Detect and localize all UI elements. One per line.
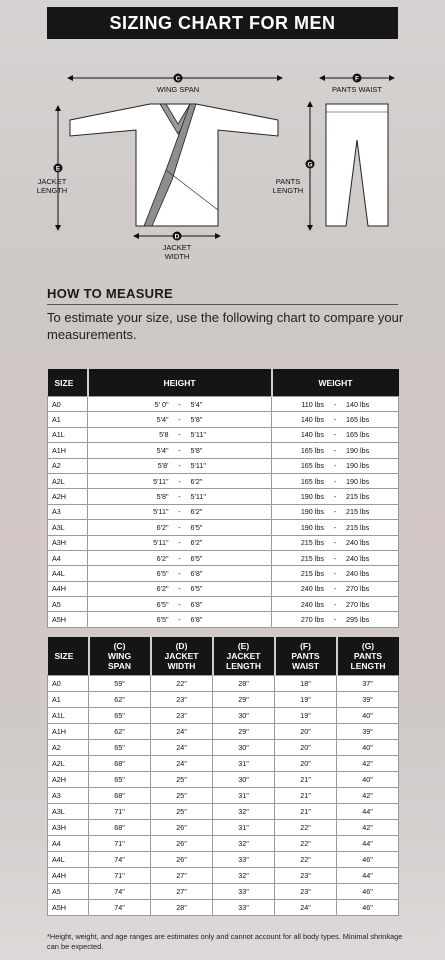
table-row <box>48 535 399 550</box>
svg-text:E: E <box>55 165 61 173</box>
pants-length-cell: 39" <box>337 692 399 708</box>
table-row <box>48 724 399 740</box>
jacket-width-cell: 24" <box>151 740 213 756</box>
height-range-cell: 6'2" - 6'5" <box>88 581 272 596</box>
jacket-width-cell: 24" <box>151 756 213 772</box>
jacket-width-cell: 27" <box>151 884 213 900</box>
table-row <box>48 597 399 612</box>
jacket-length-cell: 30" <box>213 772 275 788</box>
jacket-length-cell: 33" <box>213 884 275 900</box>
jacket-length-label: JACKET LENGTH <box>36 177 68 195</box>
size-cell: A2 <box>48 740 89 756</box>
weight-range-cell: 190 lbs - 215 lbs <box>272 504 399 519</box>
height-range-cell: 5' 0" - 5'4" <box>88 397 272 412</box>
pants-waist-cell: 24" <box>275 900 337 916</box>
size-cell: A1L <box>48 427 88 442</box>
wing-span-cell: 68" <box>89 788 151 804</box>
jacket-width-cell: 24" <box>151 724 213 740</box>
wing-span-cell: 62" <box>89 692 151 708</box>
wing-span-cell: 71" <box>89 836 151 852</box>
marker-g <box>306 160 315 169</box>
size-cell: A1H <box>48 443 88 458</box>
jacket-length-cell: 33" <box>213 900 275 916</box>
size-cell: A2H <box>48 772 89 788</box>
marker-c <box>174 74 183 83</box>
table-row <box>48 692 399 708</box>
weight-range-cell: 140 lbs - 165 lbs <box>272 427 399 442</box>
wing-span-cell: 65" <box>89 772 151 788</box>
marker-d <box>173 232 182 241</box>
table-row <box>48 740 399 756</box>
pants-waist-cell: 22" <box>275 852 337 868</box>
wing-span-cell: 68" <box>89 820 151 836</box>
wing-span-cell: 68" <box>89 756 151 772</box>
pants-length-cell: 42" <box>337 820 399 836</box>
pants-length-cell: 40" <box>337 708 399 724</box>
jacket-width-cell: 22" <box>151 676 213 692</box>
pants-waist-cell: 22" <box>275 836 337 852</box>
pants-length-cell: 46" <box>337 900 399 916</box>
size-cell: A4H <box>48 868 89 884</box>
size-cell: A3 <box>48 788 89 804</box>
size-cell: A4 <box>48 550 88 565</box>
how-to-measure-heading: HOW TO MEASURE <box>47 286 174 301</box>
pants-waist-cell: 22" <box>275 820 337 836</box>
jacket-length-cell: 31" <box>213 756 275 772</box>
pants-length-cell: 46" <box>337 884 399 900</box>
wing-span-cell: 74" <box>89 900 151 916</box>
size-cell: A2L <box>48 473 88 488</box>
jacket-width-cell: 26" <box>151 836 213 852</box>
size-cell: A1L <box>48 708 89 724</box>
svg-text:G: G <box>307 161 313 169</box>
pants-length-cell: 39" <box>337 724 399 740</box>
jacket-length-cell: 30" <box>213 740 275 756</box>
pants-length-cell: 44" <box>337 868 399 884</box>
header-pants-length: (G) PANTS LENGTH <box>337 637 399 676</box>
svg-text:D: D <box>174 233 180 241</box>
pants-shape <box>326 104 388 226</box>
table-row <box>48 836 399 852</box>
jacket-length-cell: 32" <box>213 836 275 852</box>
measurements-table <box>47 637 399 916</box>
table-row <box>48 676 399 692</box>
size-cell: A1H <box>48 724 89 740</box>
table-row <box>48 756 399 772</box>
size-cell: A2 <box>48 458 88 473</box>
pants-waist-cell: 19" <box>275 708 337 724</box>
height-range-cell: 5'4" - 5'8" <box>88 443 272 458</box>
pants-length-cell: 44" <box>337 836 399 852</box>
jacket-length-cell: 29" <box>213 724 275 740</box>
weight-range-cell: 165 lbs - 190 lbs <box>272 443 399 458</box>
weight-range-cell: 190 lbs - 215 lbs <box>272 489 399 504</box>
pants-waist-cell: 20" <box>275 740 337 756</box>
pants-length-cell: 46" <box>337 852 399 868</box>
table-row <box>48 804 399 820</box>
table-row <box>48 566 399 581</box>
weight-range-cell: 215 lbs - 240 lbs <box>272 535 399 550</box>
weight-range-cell: 110 lbs - 140 lbs <box>272 397 399 412</box>
size-cell: A0 <box>48 676 89 692</box>
header-height: HEIGHT <box>88 369 272 397</box>
jacket-width-cell: 26" <box>151 820 213 836</box>
table-row <box>48 397 399 412</box>
size-cell: A2L <box>48 756 89 772</box>
table-row <box>48 520 399 535</box>
how-to-measure-text: To estimate your size, use the following chart to compare your measurements. <box>47 310 404 342</box>
size-cell: A4H <box>48 581 88 596</box>
height-range-cell: 5'4" - 5'8" <box>88 412 272 427</box>
table-row <box>48 884 399 900</box>
header-weight: WEIGHT <box>272 369 399 397</box>
jacket-width-cell: 27" <box>151 868 213 884</box>
marker-f <box>353 74 362 83</box>
height-range-cell: 6'5" - 6'8" <box>88 597 272 612</box>
pants-waist-cell: 18" <box>275 676 337 692</box>
pants-length-cell: 40" <box>337 740 399 756</box>
table-row <box>48 473 399 488</box>
jacket-length-cell: 32" <box>213 804 275 820</box>
height-range-cell: 6'2" - 6'5" <box>88 520 272 535</box>
pants-waist-cell: 19" <box>275 692 337 708</box>
jacket-length-cell: 33" <box>213 852 275 868</box>
height-range-cell: 5'8' - 5'11" <box>88 458 272 473</box>
size-cell: A3H <box>48 820 89 836</box>
pants-length-cell: 40" <box>337 772 399 788</box>
size-cell: A3L <box>48 804 89 820</box>
wing-span-cell: 71" <box>89 868 151 884</box>
weight-range-cell: 240 lbs - 270 lbs <box>272 597 399 612</box>
table-header-row <box>48 637 399 676</box>
weight-range-cell: 270 lbs - 295 lbs <box>272 612 399 627</box>
header-size: SIZE <box>48 369 88 397</box>
jacket-width-cell: 25" <box>151 804 213 820</box>
header-wing-span: (C) WING SPAN <box>89 637 151 676</box>
weight-range-cell: 240 lbs - 270 lbs <box>272 581 399 596</box>
table-row <box>48 612 399 627</box>
table-row <box>48 504 399 519</box>
size-cell: A3 <box>48 504 88 519</box>
pants-length-cell: 42" <box>337 788 399 804</box>
wing-span-cell: 65" <box>89 708 151 724</box>
size-cell: A2H <box>48 489 88 504</box>
table-row <box>48 412 399 427</box>
size-cell: A5 <box>48 597 88 612</box>
weight-range-cell: 190 lbs - 215 lbs <box>272 520 399 535</box>
size-cell: A1 <box>48 692 89 708</box>
height-range-cell: 5'11" - 6'2" <box>88 504 272 519</box>
table-row <box>48 708 399 724</box>
wing-span-label: WING SPAN <box>156 85 200 94</box>
pants-waist-cell: 20" <box>275 756 337 772</box>
size-cell: A5H <box>48 612 88 627</box>
pants-waist-cell: 21" <box>275 788 337 804</box>
size-cell: A5 <box>48 884 89 900</box>
jacket-length-cell: 32" <box>213 868 275 884</box>
weight-range-cell: 140 lbs - 165 lbs <box>272 412 399 427</box>
jacket-width-label: JACKET WIDTH <box>162 243 192 261</box>
height-range-cell: 5'11" - 6'2" <box>88 473 272 488</box>
header-size: SIZE <box>48 637 89 676</box>
jacket-width-cell: 23" <box>151 692 213 708</box>
header-pants-waist: (F) PANTS WAIST <box>275 637 337 676</box>
table-row <box>48 443 399 458</box>
pants-waist-cell: 23" <box>275 884 337 900</box>
pants-waist-cell: 21" <box>275 804 337 820</box>
size-cell: A4L <box>48 566 88 581</box>
size-cell: A5H <box>48 900 89 916</box>
table-row <box>48 852 399 868</box>
wing-span-cell: 74" <box>89 852 151 868</box>
height-range-cell: 5'8 - 5'11" <box>88 427 272 442</box>
table-row <box>48 458 399 473</box>
table-row <box>48 550 399 565</box>
pants-waist-cell: 20" <box>275 724 337 740</box>
height-range-cell: 5'11" - 6'2" <box>88 535 272 550</box>
size-cell: A1 <box>48 412 88 427</box>
table-header-row <box>48 369 399 397</box>
table-row <box>48 820 399 836</box>
header-jacket-length: (E) JACKET LENGTH <box>213 637 275 676</box>
footnote: *Height, weight, and age ranges are estimates only and cannot account for all body types. Minimal shrinkage can be expected. <box>47 932 403 951</box>
jacket-length-cell: 30" <box>213 708 275 724</box>
jacket-width-cell: 28" <box>151 900 213 916</box>
svg-text:C: C <box>175 75 181 83</box>
height-range-cell: 6'2" - 6'5" <box>88 550 272 565</box>
wing-span-cell: 74" <box>89 884 151 900</box>
wing-span-cell: 65" <box>89 740 151 756</box>
pants-waist-label: PANTS WAIST <box>331 85 382 94</box>
jacket-width-cell: 25" <box>151 772 213 788</box>
pants-waist-cell: 23" <box>275 868 337 884</box>
table-row <box>48 489 399 504</box>
table-row <box>48 788 399 804</box>
jacket-length-cell: 31" <box>213 820 275 836</box>
pants-length-cell: 44" <box>337 804 399 820</box>
weight-range-cell: 165 lbs - 190 lbs <box>272 458 399 473</box>
weight-range-cell: 215 lbs - 240 lbs <box>272 550 399 565</box>
jacket-length-cell: 31" <box>213 788 275 804</box>
jacket-width-cell: 23" <box>151 708 213 724</box>
height-range-cell: 6'5" - 6'8" <box>88 566 272 581</box>
header-jacket-width: (D) JACKET WIDTH <box>151 637 213 676</box>
size-cell: A4L <box>48 852 89 868</box>
height-weight-table <box>47 369 399 628</box>
pants-length-cell: 42" <box>337 756 399 772</box>
table-row <box>48 900 399 916</box>
jacket-length-cell: 29" <box>213 692 275 708</box>
wing-span-cell: 62" <box>89 724 151 740</box>
jacket-length-cell: 28" <box>213 676 275 692</box>
wing-span-cell: 59" <box>89 676 151 692</box>
pants-length-label: PANTS LENGTH <box>272 177 304 195</box>
pants-waist-cell: 21" <box>275 772 337 788</box>
measurement-diagram <box>0 60 445 270</box>
height-range-cell: 5'8" - 5'11" <box>88 489 272 504</box>
size-cell: A0 <box>48 397 88 412</box>
weight-range-cell: 165 lbs - 190 lbs <box>272 473 399 488</box>
height-range-cell: 6'5" - 6'8" <box>88 612 272 627</box>
section-divider <box>47 304 398 305</box>
size-cell: A3H <box>48 535 88 550</box>
jacket-width-cell: 25" <box>151 788 213 804</box>
page-title: SIZING CHART FOR MEN <box>47 7 398 39</box>
table-row <box>48 581 399 596</box>
weight-range-cell: 215 lbs - 240 lbs <box>272 566 399 581</box>
size-cell: A3L <box>48 520 88 535</box>
size-cell: A4 <box>48 836 89 852</box>
marker-e <box>54 164 63 173</box>
wing-span-cell: 71" <box>89 804 151 820</box>
table-row <box>48 772 399 788</box>
jacket-width-cell: 26" <box>151 852 213 868</box>
pants-length-cell: 37" <box>337 676 399 692</box>
table-row <box>48 427 399 442</box>
table-row <box>48 868 399 884</box>
svg-text:F: F <box>355 75 359 83</box>
